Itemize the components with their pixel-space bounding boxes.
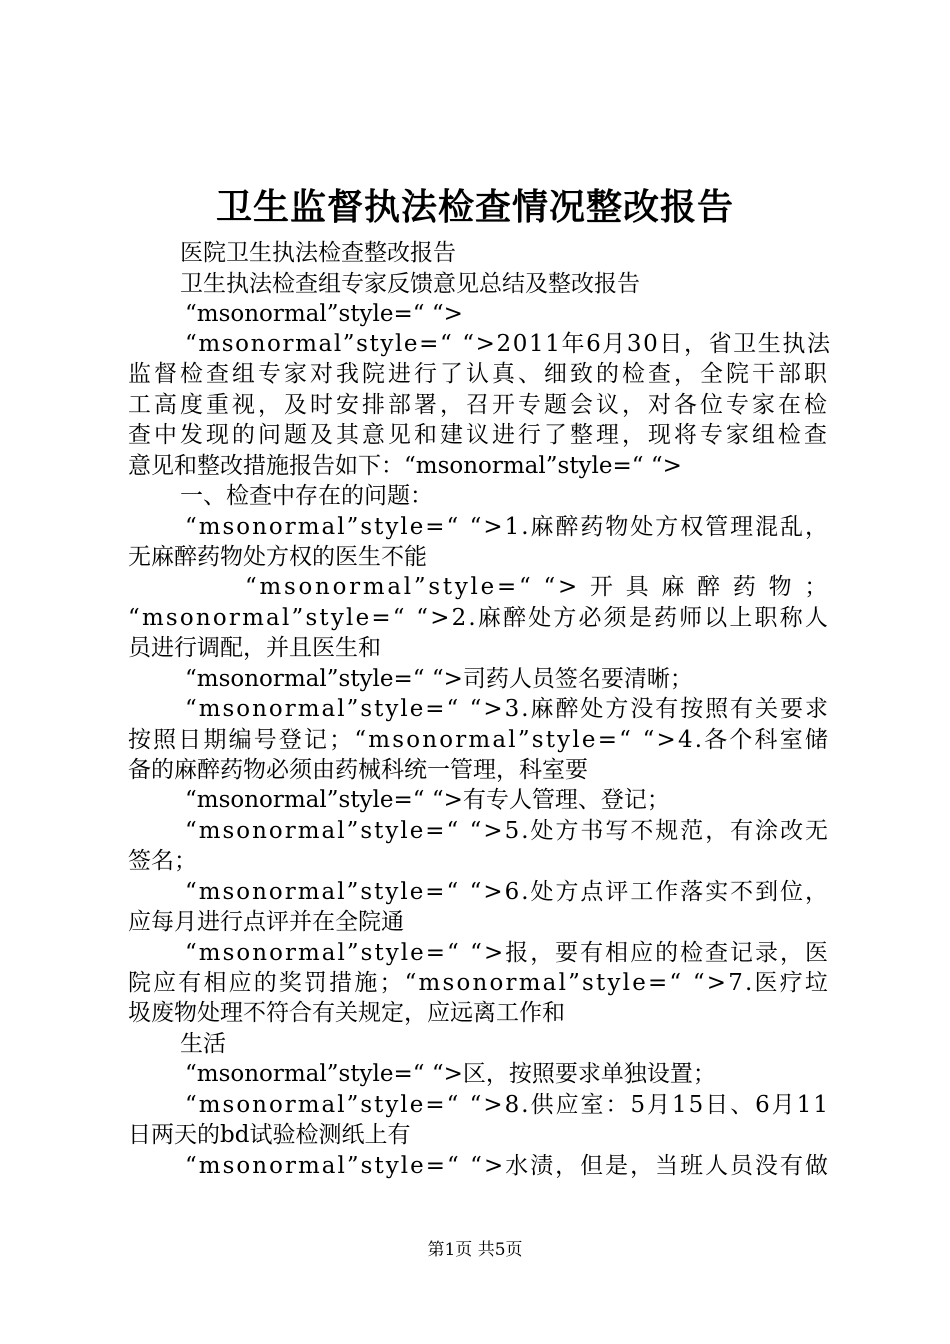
body-line-text: “msonormal”style=“ “>区，按照要求单独设置； [185,1061,716,1087]
document-title: 卫生监督执法检查情况整改报告 [215,186,734,228]
body-line-text: “msonormal”style=“ “>司药人员签名要清晰； [185,666,693,692]
body-line-text: 监督检查组专家对我院进行了认真、细致的检查，全院干部职 [128,361,830,387]
body-line-text: “msonormal”style=“ “>报，要有相应的检查记录，医 [185,940,830,966]
body-line-text: “msonormal”style=“ “>有专人管理、登记； [185,787,670,813]
page-footer: 第1页 共5页 [427,1240,523,1260]
body-line-text: “msonormal”style=“ “>2011年6月30日，省卫生执法 [185,331,832,357]
body-line-text: 按照日期编号登记；“msonormal”style=“ “>4.各个科室储 [128,727,830,753]
body-line-text: 生活 [180,1031,226,1057]
body-line-text: 医院卫生执法检查整改报告 [180,240,456,266]
body-line-text: 工高度重视，及时安排部署，召开专题会议，对各位专家在检 [128,392,830,418]
body-line-text: 日两天的bd试验检测纸上有 [128,1122,411,1148]
body-line-text: 员进行调配，并且医生和 [128,635,381,661]
body-line-text: 圾废物处理不符合有关规定，应远离工作和 [128,1000,565,1026]
body-line-text: 一、检查中存在的问题： [180,483,433,509]
body-line-text: 意见和整改措施报告如下：“msonormal”style=“ “> [128,453,682,479]
body-line-text: “msonormal”style=“ “>8.供应室：5月15日、6月11 [185,1092,830,1118]
body-line-text: 卫生执法检查组专家反馈意见总结及整改报告 [180,271,640,297]
body-line-text: “msonormal”style=“ “>5.处方书写不规范，有涂改无 [185,818,830,844]
body-line-text: 无麻醉药物处方权的医生不能 [128,544,427,570]
body-line-text: 签名； [128,848,197,874]
body-line-text: 院应有相应的奖罚措施；“msonormal”style=“ “>7.医疗垃 [128,970,830,996]
body-line-text: 应每月进行点评并在全院通 [128,909,404,935]
body-line-text: 查中发现的问题及其意见和建议进行了整理，现将专家组检查 [128,422,830,448]
body-line-text: “msonormal”style=“ “>1.麻醉药物处方权管理混乱， [185,514,830,540]
body-line-text: “msonormal”style=“ “>2.麻醉处方必须是药师以上职称人 [128,605,830,631]
body-line-text: “msonormal”style=“ “> 开 具 麻 醉 药 物 ； [245,574,830,600]
body-line-text: “msonormal”style=“ “> [185,301,463,327]
body-line-text: “msonormal”style=“ “>3.麻醉处方没有按照有关要求 [185,696,830,722]
body-line-text: 备的麻醉药物必须由药械科统一管理，科室要 [128,757,588,783]
body-line-text: “msonormal”style=“ “>6.处方点评工作落实不到位， [185,879,830,905]
body-line-text: “msonormal”style=“ “>水渍，但是，当班人员没有做 [185,1153,830,1179]
